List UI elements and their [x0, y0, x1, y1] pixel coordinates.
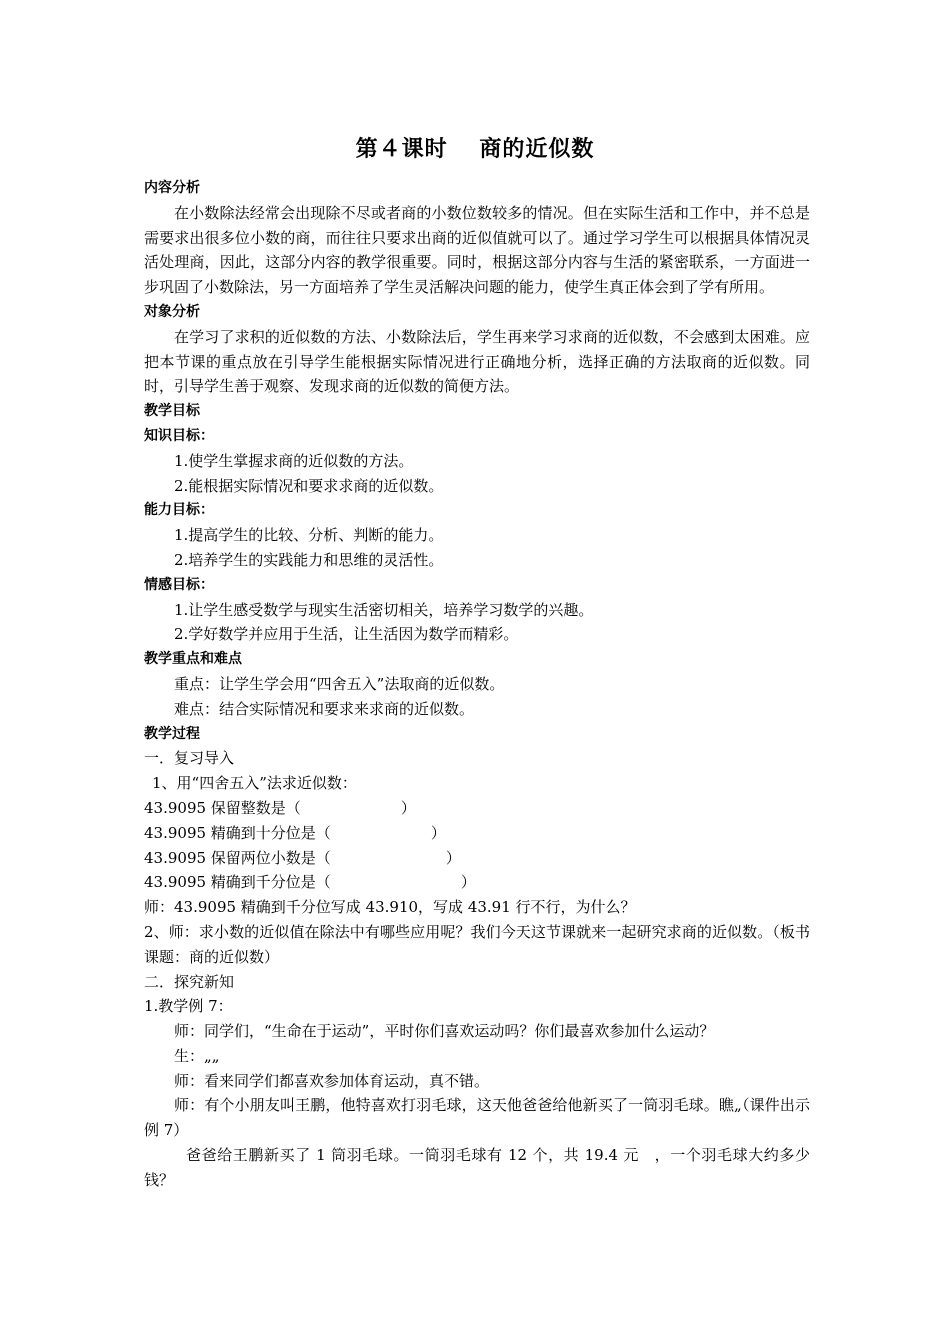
process-part-1: 一．复习导入: [144, 749, 235, 768]
dialogue-3: 师：看来同学们都喜欢参加体育运动，真不错。: [174, 1071, 490, 1090]
section-heading-goals: 教学目标: [144, 403, 200, 420]
document-body: [144, 176, 810, 1193]
emotion-goal-2: 2.学好数学并应用于生活，让生活因为数学而精彩。: [174, 625, 519, 644]
process-part-2: 二．探究新知: [144, 972, 235, 991]
ability-goal-2: 2.培养学生的实践能力和思维的灵活性。: [174, 550, 444, 569]
knowledge-goal-1: 1.使学生掌握求商的近似数的方法。: [174, 451, 414, 470]
question-1: [144, 796, 810, 821]
dialogue-1: 师：同学们，“生命在于运动”，平时你们喜欢运动吗？你们最喜欢参加什么运动？: [174, 1022, 715, 1041]
object-analysis-text: 在学习了求积的近似数的方法、小数除法后，学生再来学习求商的近似数，不会感到太困难。应把本节课的重点放在引导学生能根据实际情况进行正确地分析，选择正确的方法取商的近似数。同时，引导学生善于观察、发现求商的近似数的简便方法。: [144, 327, 810, 396]
example-heading: 1.教学例 7：: [144, 997, 233, 1016]
emotion-goal-1: 1.让学生感受数学与现实生活密切相关，培养学习数学的兴趣。: [174, 600, 594, 619]
key-point-text: 重点：让学生学会用“四舍五入”法取商的近似数。: [174, 674, 505, 693]
section-heading-object-analysis: 对象分析: [144, 303, 200, 320]
question-3-close: ）: [445, 848, 461, 867]
ability-goal-1: 1.提高学生的比较、分析、判断的能力。: [174, 526, 444, 545]
question-3-text: 43.9095 保留两位小数是（: [144, 848, 331, 867]
knowledge-goal-2: 2.能根据实际情况和要求求商的近似数。: [174, 476, 444, 495]
emotion-goals-heading: 情感目标：: [144, 576, 214, 593]
review-item-1: 1、用“四舍五入”法求近似数：: [152, 774, 357, 793]
example-problem: 爸爸给王鹏新买了 1 筒羽毛球。一筒羽毛球有 12 个，共 19.4 元 ，一个羽毛球大约多少钱？: [144, 1146, 810, 1189]
page-title: 第４课时 商的近似数: [355, 137, 595, 162]
question-1-close: ）: [400, 798, 416, 817]
question-4: [144, 870, 810, 895]
difficulty-text: 难点：结合实际情况和要求来求商的近似数。: [174, 699, 475, 718]
question-1-text: 43.9095 保留整数是（: [144, 798, 301, 817]
question-2-text: 43.9095 精确到十分位是（: [144, 823, 331, 842]
question-2-close: ）: [430, 823, 446, 842]
review-item-2: 2、师：求小数的近似值在除法中有哪些应用呢？我们今天这节课就来一起研究求商的近似数。（板书课题：商的近似数）: [144, 922, 810, 966]
section-heading-content-analysis: 内容分析: [144, 180, 200, 196]
knowledge-goals-heading: 知识目标：: [144, 427, 214, 444]
section-heading-key-points: 教学重点和难点: [144, 651, 242, 668]
section-heading-process: 教学过程: [144, 725, 200, 742]
question-4-text: 43.9095 精确到千分位是（: [144, 873, 331, 892]
teacher-question: 师：43.9095 精确到千分位写成 43.910，写成 43.91 行不行，为什么？: [144, 898, 636, 917]
dialogue-2: 生：„„: [174, 1046, 220, 1065]
question-4-close: ）: [460, 873, 476, 892]
question-2: [144, 821, 810, 846]
content-analysis-text: 在小数除法经常会出现除不尽或者商的小数位数较多的情况。但在实际生活和工作中，并不总是需要求出很多位小数的商，而往往只要求出商的近似值就可以了。通过学习学生可以根据具体情况灵活处理商，因此，这部分内容的教学很重要。同时，根据这部分内容与生活的紧密联系，一方面进一步巩固了小数除法，另一方面培养了学生灵活解决问题的能力，使学生真正体会到了学有所用。: [144, 203, 810, 297]
dialogue-4: 师：有个小朋友叫王鹏，他特喜欢打羽毛球，这天他爸爸给他新买了一筒羽毛球。瞧„（课件出示例 7）: [144, 1096, 810, 1140]
ability-goals-heading: 能力目标：: [144, 502, 214, 519]
question-3: [144, 846, 810, 871]
